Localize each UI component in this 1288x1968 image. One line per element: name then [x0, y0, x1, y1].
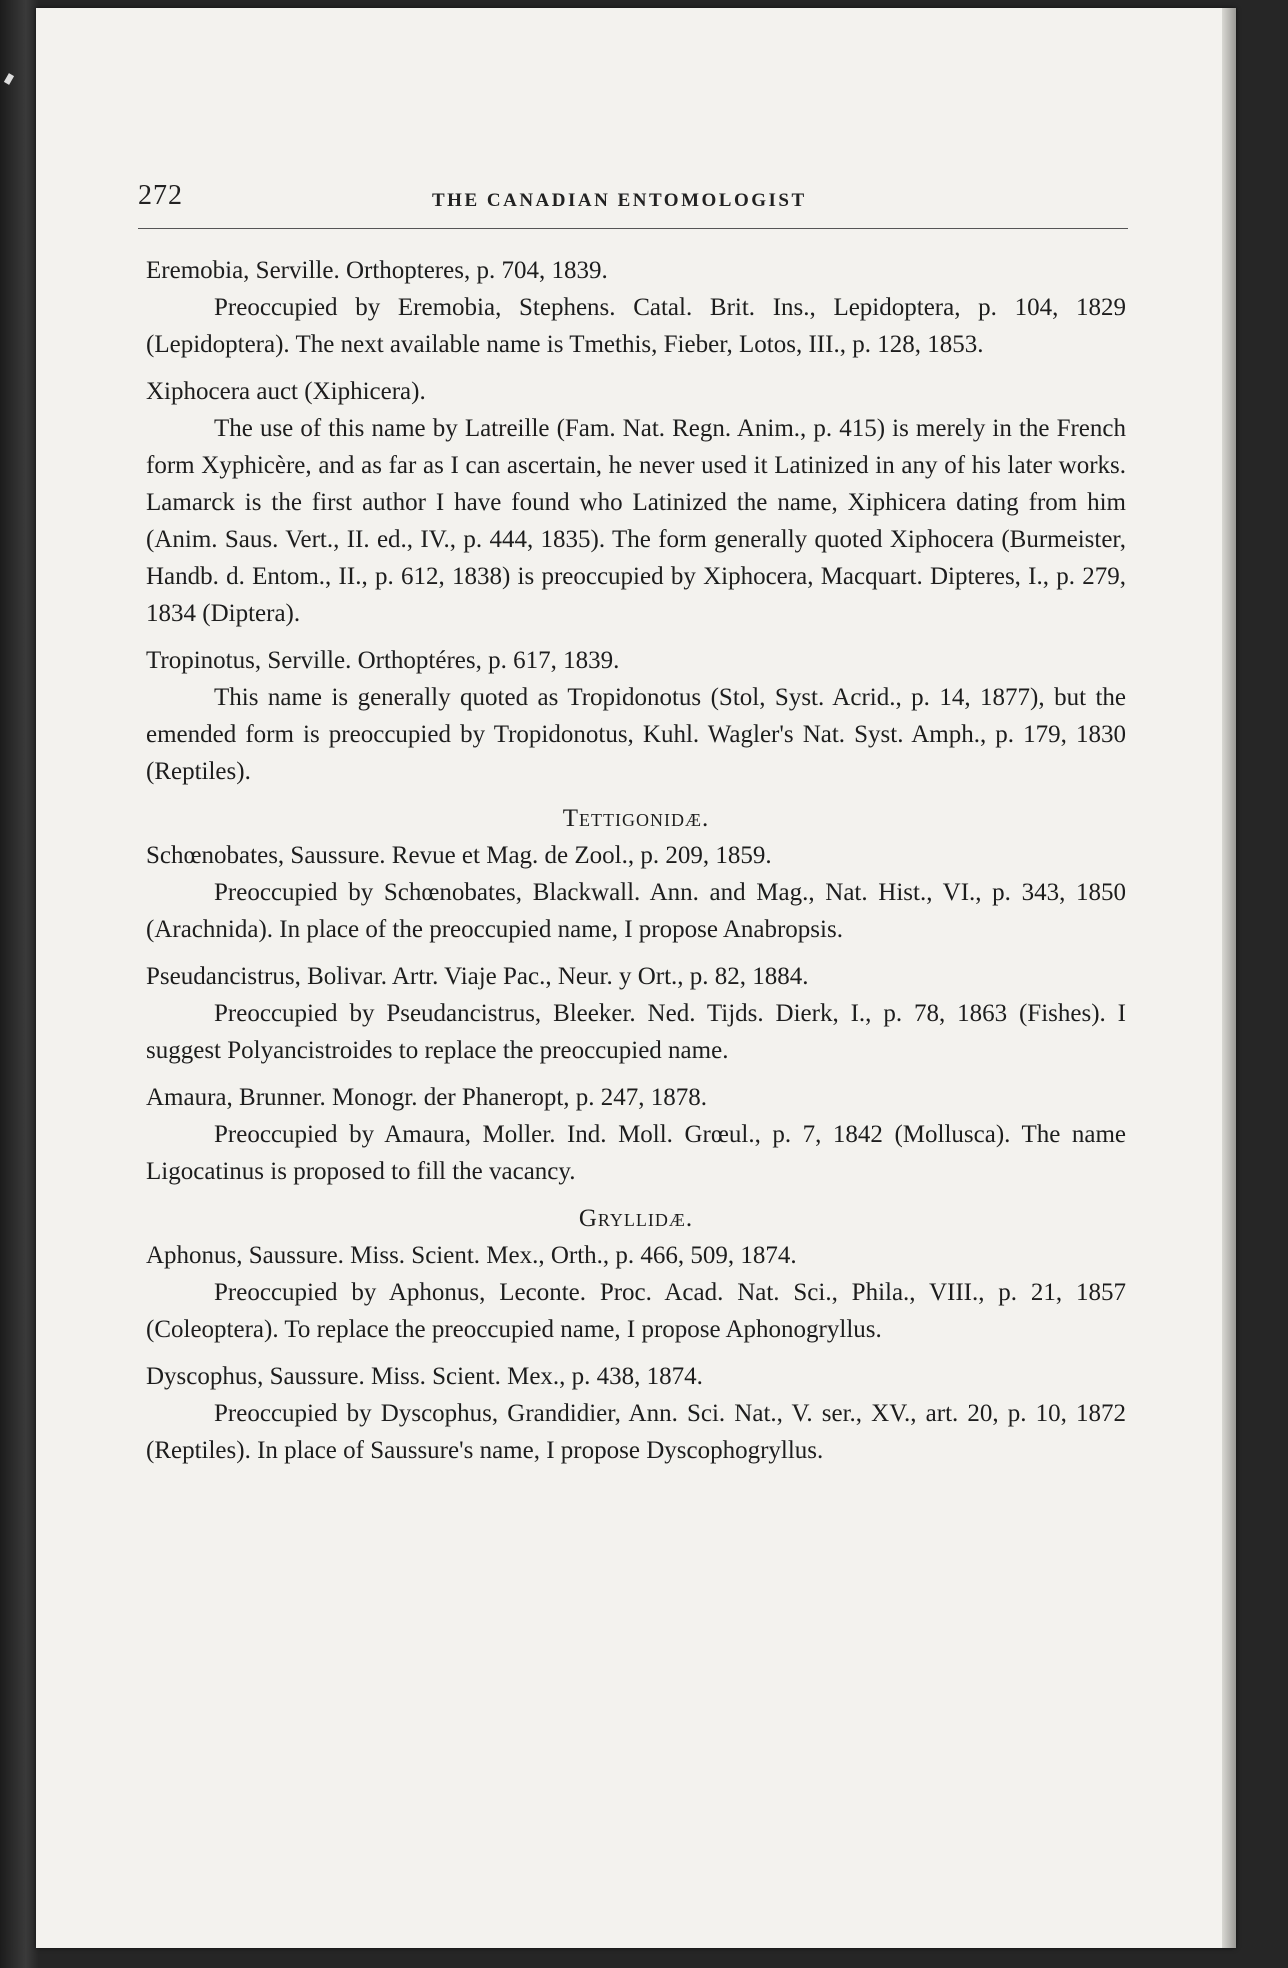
- entry-heading: Eremobia, Serville. Orthopteres, p. 704, 1839.: [146, 257, 608, 284]
- page-header: [138, 180, 1138, 220]
- entry-text: Preoccupied by Amaura, Moller. Ind. Moll. Grœul., p. 7, 1842 (Mollusca). The name Ligocatinus is proposed to fill the vacancy.: [146, 1121, 1126, 1185]
- entry-heading: Dyscophus, Saussure. Miss. Scient. Mex., p. 438, 1874.: [146, 1363, 703, 1390]
- page-number: 272: [138, 180, 183, 211]
- entry-text: The use of this name by Latreille (Fam. Nat. Regn. Anim., p. 415) is merely in the French form Xyphicère, and as far as I can ascertain, he never used it Latinized in any of his later works. Lamarck is the first author I have found who Latinized the name, Xiphicera dating from him (Anim. Saus. Vert., II. ed., IV., p. 444, 1835). The form generally quoted Xiphocera (Burmeister, Handb. d. Entom., II., p. 612, 1838) is preoccupied by Xiphocera, Macquart. Dipteres, I., p. 279, 1834 (Diptera).: [146, 415, 1126, 627]
- entry-text: Preoccupied by Eremobia, Stephens. Catal. Brit. Ins., Lepidoptera, p. 104, 1829 (Lepidoptera). The next available name is Tmethis, Fieber, Lotos, III., p. 128, 1853.: [146, 294, 1126, 358]
- entry-eremobia: [146, 252, 1126, 363]
- page-body: [146, 252, 1126, 1479]
- entry-heading: Amaura, Brunner. Monogr. der Phaneropt, p. 247, 1878.: [146, 1084, 708, 1111]
- entry-schoenobates: [146, 837, 1126, 948]
- section-heading-tettigonidae: Tettigonidæ.: [562, 805, 710, 832]
- section-heading-gryllidae: Gryllidæ.: [578, 1205, 694, 1232]
- entry-aphonus: [146, 1237, 1126, 1348]
- entry-heading: Xiphocera auct (Xiphicera).: [146, 378, 426, 405]
- entry-text: Preoccupied by Aphonus, Leconte. Proc. Acad. Nat. Sci., Phila., VIII., p. 21, 1857 (Coleoptera). To replace the preoccupied name, I propose Aphonogryllus.: [146, 1279, 1126, 1343]
- entry-amaura: [146, 1079, 1126, 1190]
- header-rule: [138, 228, 1128, 229]
- entry-text: This name is generally quoted as Tropidonotus (Stol, Syst. Acrid., p. 14, 1877), but the emended form is preoccupied by Tropidonotus, Kuhl. Wagler's Nat. Syst. Amph., p. 179, 1830 (Reptiles).: [146, 684, 1126, 785]
- entry-pseudancistrus: [146, 958, 1126, 1069]
- entry-text: Preoccupied by Dyscophus, Grandidier, Ann. Sci. Nat., V. ser., XV., art. 20, p. 10, 1872 (Reptiles). In place of Saussure's name, I propose Dyscophogryllus.: [146, 1400, 1126, 1464]
- page-edge: [1222, 8, 1236, 1948]
- entry-xiphocera: [146, 373, 1126, 632]
- entry-text: Preoccupied by Schœnobates, Blackwall. Ann. and Mag., Nat. Hist., VI., p. 343, 1850 (Arachnida). In place of the preoccupied name, I propose Anabropsis.: [146, 879, 1126, 943]
- entry-heading: Schœnobates, Saussure. Revue et Mag. de Zool., p. 209, 1859.: [146, 842, 772, 869]
- entry-text: Preoccupied by Pseudancistrus, Bleeker. Ned. Tijds. Dierk, I., p. 78, 1863 (Fishes). I suggest Polyancistroides to replace the preoccupied name.: [146, 1000, 1126, 1064]
- entry-dyscophus: [146, 1358, 1126, 1469]
- entry-heading: Aphonus, Saussure. Miss. Scient. Mex., Orth., p. 466, 509, 1874.: [146, 1242, 797, 1269]
- entry-heading: Pseudancistrus, Bolivar. Artr. Viaje Pac., Neur. y Ort., p. 82, 1884.: [146, 963, 809, 990]
- entry-tropinotus: [146, 642, 1126, 790]
- entry-heading: Tropinotus, Serville. Orthoptéres, p. 617, 1839.: [146, 647, 620, 674]
- running-head: THE CANADIAN ENTOMOLOGIST: [432, 190, 807, 211]
